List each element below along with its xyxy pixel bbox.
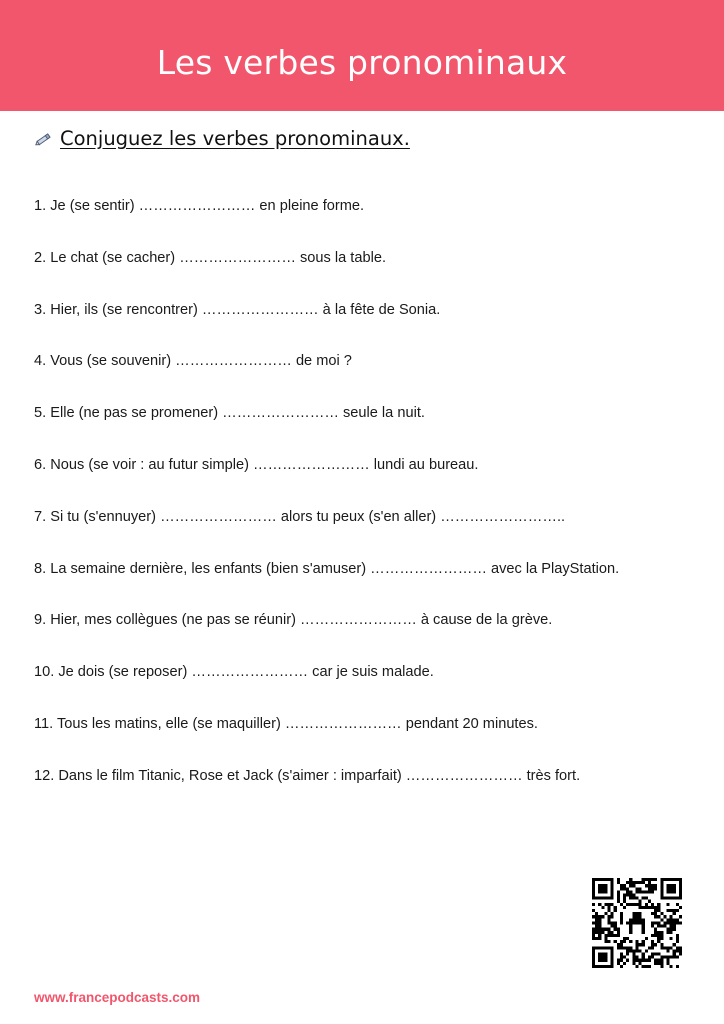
instruction [34, 127, 410, 150]
exercise-item: 4. Vous (se souvenir) …………………… de moi ? [34, 353, 352, 370]
page-title: Les verbes pronominaux [156, 43, 568, 82]
exercise-item: 3. Hier, ils (se rencontrer) …………………… à la fête de Sonia. [34, 301, 441, 318]
footer-url[interactable]: www.francepodcasts.com [34, 990, 201, 1005]
exercise-list [34, 196, 694, 818]
exercise-item: 10. Je dois (se reposer) …………………… car je suis malade. [34, 664, 434, 681]
exercise-item: 8. La semaine dernière, les enfants (bien s'amuser) …………………… avec la PlayStation. [34, 560, 620, 577]
exercise-item: 6. Nous (se voir : au futur simple) …………………… lundi au bureau. [34, 456, 479, 473]
header-banner [0, 0, 724, 111]
exercise-item: 9. Hier, mes collègues (ne pas se réunir) …………………… à cause de la grève. [34, 612, 553, 629]
exercise-item: 2. Le chat (se cacher) …………………… sous la table. [34, 249, 386, 266]
exercise-item: 1. Je (se sentir) …………………… en pleine forme. [34, 198, 365, 214]
instruction-text: Conjuguez les verbes pronominaux. [60, 127, 410, 150]
pencil-icon [34, 129, 54, 149]
exercise-item: 12. Dans le film Titanic, Rose et Jack (s'aimer : imparfait) …………………… très fort. [34, 767, 581, 784]
exercise-item: 5. Elle (ne pas se promener) …………………… seule la nuit. [34, 405, 425, 422]
exercise-item: 7. Si tu (s'ennuyer) …………………… alors tu peux (s'en aller) …………………….. [34, 508, 566, 525]
exercise-item: 11. Tous les matins, elle (se maquiller) …………………… pendant 20 minutes. [34, 715, 538, 732]
qr-code-icon[interactable] [592, 878, 682, 968]
